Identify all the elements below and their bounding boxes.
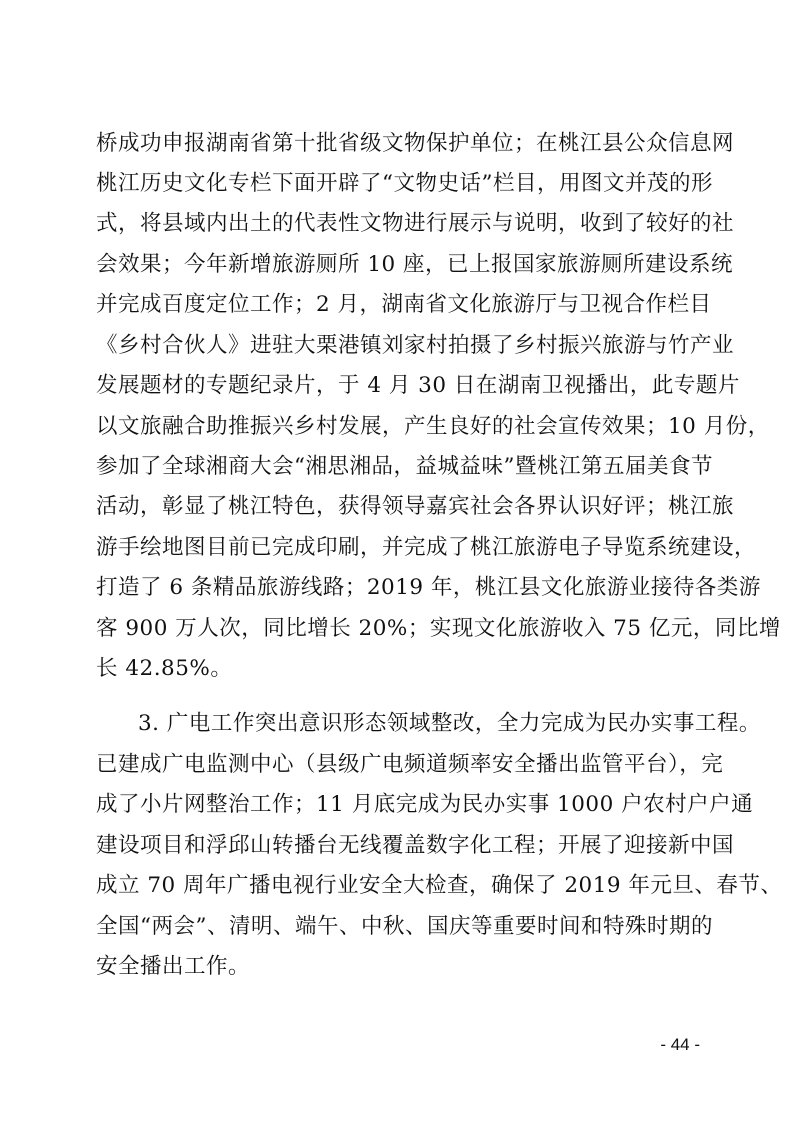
paragraph-1-line: 游手绘地图目前已完成印刷，并完成了桃江旅游电子导览系统建设， <box>96 535 757 560</box>
paragraph-1-line: 客 900 万人次，同比增长 20%；实现文化旅游收入 75 亿元，同比增 <box>96 616 781 641</box>
paragraph-1-line: 并完成百度定位工作；2 月，湖南省文化旅游厅与卫视合作栏目 <box>96 292 712 317</box>
paragraph-1-line: 活动，彰显了桃江特色，获得领导嘉宾社会各界认识好评；桃江旅 <box>96 494 735 519</box>
paragraph-1-line: 以文旅融合助推振兴乡村发展，产生良好的社会宣传效果；10 月份， <box>96 414 770 439</box>
paragraph-2-line: 建设项目和浮邱山转播台无线覆盖数字化工程；开展了迎接新中国 <box>96 833 735 858</box>
page-number: - 44 - <box>660 1035 700 1054</box>
paragraph-1-last-line: 长 42.85%。 <box>96 656 233 681</box>
paragraph-2-line: 已建成广电监测中心（县级广电频道频率安全播出监管平台），完 <box>96 752 724 777</box>
paragraph-1-line: 会效果；今年新增旅游厕所 10 座，已上报国家旅游厕所建设系统 <box>96 252 734 277</box>
paragraph-2-line: 成立 70 周年广播电视行业安全大检查，确保了 2019 年元旦、春节、 <box>96 873 783 898</box>
paragraph-1-line: 《乡村合伙人》进驻大栗港镇刘家村拍摄了乡村振兴旅游与竹产业 <box>96 333 735 358</box>
paragraph-2-last-line: 安全播出工作。 <box>96 954 251 979</box>
paragraph-1-line: 参加了全球湘商大会“湘思湘品，益城益味”暨桃江第五届美食节 <box>96 454 713 479</box>
paragraph-1-line: 打造了 6 条精品旅游线路；2019 年，桃江县文化旅游业接待各类游 <box>96 575 761 600</box>
paragraph-1-line: 发展题材的专题纪录片，于 4 月 30 日在湖南卫视播出，此专题片 <box>96 373 740 398</box>
paragraph-1-line: 式，将县域内出土的代表性文物进行展示与说明，收到了较好的社 <box>96 211 735 236</box>
paragraph-2-first-line: 3. 广电工作突出意识形态领域整改，全力完成为民办实事工程。 <box>138 711 761 736</box>
paragraph-1-line: 桃江历史文化专栏下面开辟了“文物史话”栏目，用图文并茂的形 <box>96 171 713 196</box>
paragraph-1-line: 桥成功申报湖南省第十批省级文物保护单位；在桃江县公众信息网 <box>96 131 735 156</box>
paragraph-2-line: 全国“两会”、清明、端午、中秋、国庆等重要时间和特殊时期的 <box>96 914 713 939</box>
paragraph-2-line: 成了小片网整治工作；11 月底完成为民办实事 1000 户农村户户通 <box>96 792 754 817</box>
